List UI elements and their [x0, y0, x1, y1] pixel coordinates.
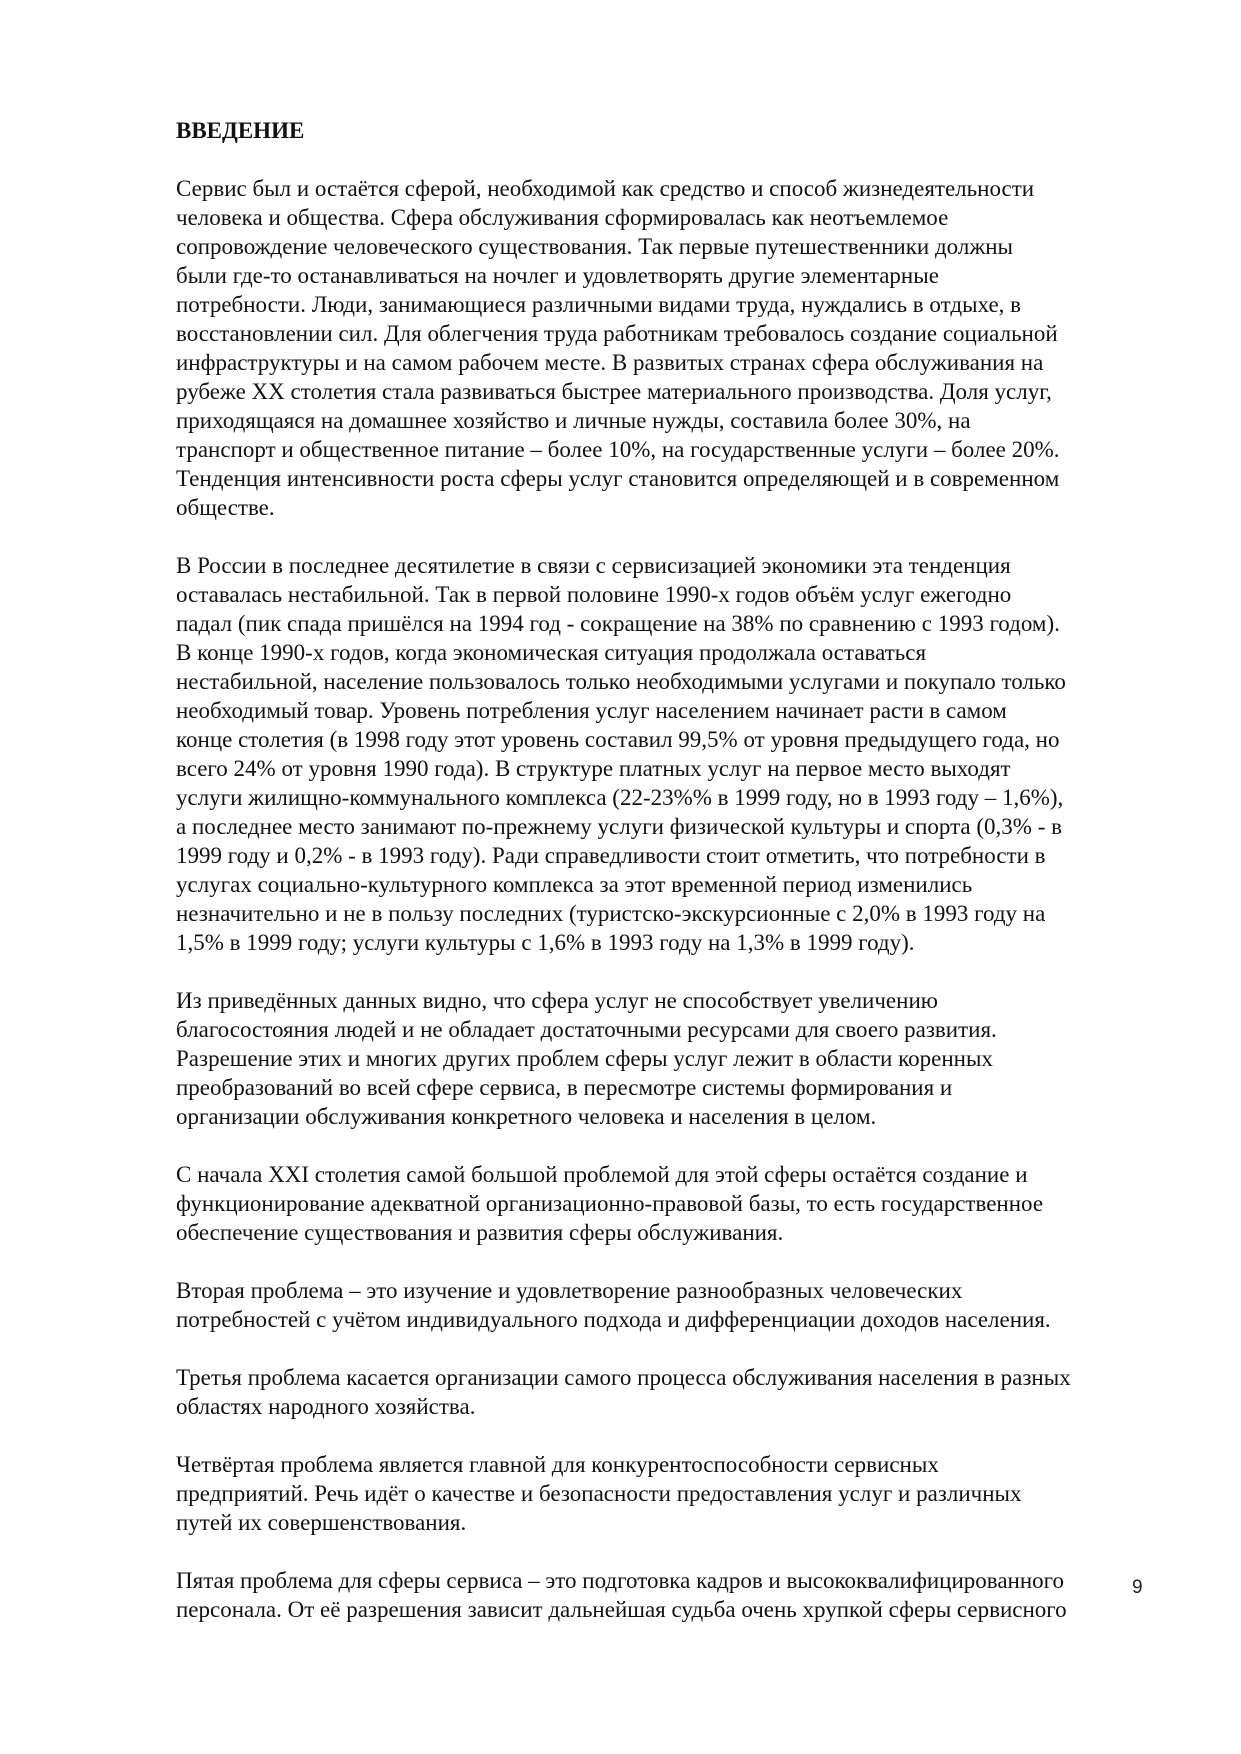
paragraph-line: обеспечение существования и развития сферы обслуживания.	[176, 1220, 784, 1245]
paragraph-line: Тенденция интенсивности роста сферы услуг становится определяющей и в современном	[176, 466, 1060, 491]
paragraph-line: С начала XXI столетия самой большой проблемой для этой сферы остаётся создание и	[176, 1162, 1028, 1187]
paragraph-line: Из приведённых данных видно, что сфера услуг не способствует увеличению	[176, 988, 938, 1013]
paragraph-line: благосостояния людей и не обладает достаточными ресурсами для своего развития.	[176, 1017, 997, 1042]
paragraph-line: обществе.	[176, 495, 275, 520]
paragraph-line: приходящаяся на домашнее хозяйство и личные нужды, составила более 30%, на	[176, 408, 971, 433]
paragraph	[176, 1363, 1156, 1421]
paragraph-line: услуги жилищно-коммунального комплекса (22-23%% в 1999 году, но в 1993 году – 1,6%),	[176, 785, 1064, 810]
paragraph	[176, 1450, 1156, 1537]
paragraph-line: потребностей с учётом индивидуального подхода и дифференциации доходов населения.	[176, 1307, 1051, 1332]
paragraphs-container	[176, 174, 1156, 1624]
paragraph-line: предприятий. Речь идёт о качестве и безопасности предоставления услуг и различных	[176, 1481, 1022, 1506]
paragraph-line: падал (пик спада пришёлся на 1994 год - сокращение на 38% по сравнению с 1993 годом).	[176, 611, 1060, 636]
section-heading: ВВЕДЕНИЕ	[176, 118, 305, 143]
paragraph-line: Пятая проблема для сферы сервиса – это подготовка кадров и высококвалифицированного	[176, 1568, 1065, 1593]
paragraph-line: Четвёртая проблема является главной для конкурентоспособности сервисных	[176, 1452, 939, 1477]
page-number: 9	[1132, 1577, 1143, 1598]
paragraph-line: персонала. От её разрешения зависит дальнейшая судьба очень хрупкой сферы сервисного	[176, 1597, 1067, 1622]
paragraph-line: Разрешение этих и многих других проблем сферы услуг лежит в области коренных	[176, 1046, 993, 1071]
paragraph-line: а последнее место занимают по-прежнему услуги физической культуры и спорта (0,3% - в	[176, 814, 1062, 839]
paragraph-line: незначительно и не в пользу последних (туристско-экскурсионные с 2,0% в 1993 году на	[176, 901, 1046, 926]
document-body	[176, 116, 1156, 1653]
paragraph-line: организации обслуживания конкретного человека и населения в целом.	[176, 1104, 877, 1129]
paragraph-line: В России в последнее десятилетие в связи с сервисизацией экономики эта тенденция	[176, 553, 1011, 578]
paragraph-line: нестабильной, население пользовалось только необходимыми услугами и покупало только	[176, 669, 1066, 694]
paragraph-line: необходимый товар. Уровень потребления услуг населением начинает расти в самом	[176, 698, 1007, 723]
paragraph	[176, 551, 1156, 957]
paragraph-line: областях народного хозяйства.	[176, 1394, 476, 1419]
paragraph	[176, 986, 1156, 1131]
paragraph-line: Сервис был и остаётся сферой, необходимой как средство и способ жизнедеятельности	[176, 176, 1035, 201]
paragraph-line: рубеже XX столетия стала развиваться быстрее материального производства. Доля услуг,	[176, 379, 1052, 404]
paragraph-line: Третья проблема касается организации самого процесса обслуживания населения в разных	[176, 1365, 1071, 1390]
paragraph-line: сопровождение человеческого существования. Так первые путешественники должны	[176, 234, 1013, 259]
paragraph-line: услугах социально-культурного комплекса за этот временной период изменились	[176, 872, 973, 897]
paragraph-line: функционирование адекватной организационно-правовой базы, то есть государственное	[176, 1191, 1044, 1216]
paragraph-line: Вторая проблема – это изучение и удовлетворение разнообразных человеческих	[176, 1278, 963, 1303]
paragraph-line: всего 24% от уровня 1990 года). В структуре платных услуг на первое место выходят	[176, 756, 1011, 781]
paragraph-line: потребности. Люди, занимающиеся различными видами труда, нуждались в отдыхе, в	[176, 292, 1022, 317]
paragraph-line: путей их совершенствования.	[176, 1510, 467, 1535]
paragraph-line: 1,5% в 1999 году; услуги культуры с 1,6% в 1993 году на 1,3% в 1999 году).	[176, 930, 915, 955]
paragraph-line: были где-то останавливаться на ночлег и удовлетворять другие элементарные	[176, 263, 939, 288]
paragraph	[176, 174, 1156, 522]
paragraph-line: человека и общества. Сфера обслуживания сформировалась как неотъемлемое	[176, 205, 949, 230]
paragraph-line: В конце 1990-х годов, когда экономическая ситуация продолжала оставаться	[176, 640, 927, 665]
paragraph-line: конце столетия (в 1998 году этот уровень составил 99,5% от уровня предыдущего года, но	[176, 727, 1060, 752]
paragraph-line: 1999 году и 0,2% - в 1993 году). Ради справедливости стоит отметить, что потребности в	[176, 843, 1046, 868]
paragraph	[176, 1566, 1156, 1624]
paragraph-line: оставалась нестабильной. Так в первой половине 1990-х годов объём услуг ежегодно	[176, 582, 1012, 607]
paragraph-line: преобразований во всей сфере сервиса, в пересмотре системы формирования и	[176, 1075, 953, 1100]
paragraph	[176, 1160, 1156, 1247]
paragraph-line: инфраструктуры и на самом рабочем месте. В развитых странах сфера обслуживания на	[176, 350, 1044, 375]
paragraph	[176, 1276, 1156, 1334]
paragraph-line: транспорт и общественное питание – более 10%, на государственные услуги – более 20%.	[176, 437, 1060, 462]
paragraph-line: восстановлении сил. Для облегчения труда работникам требовалось создание социальной	[176, 321, 1058, 346]
